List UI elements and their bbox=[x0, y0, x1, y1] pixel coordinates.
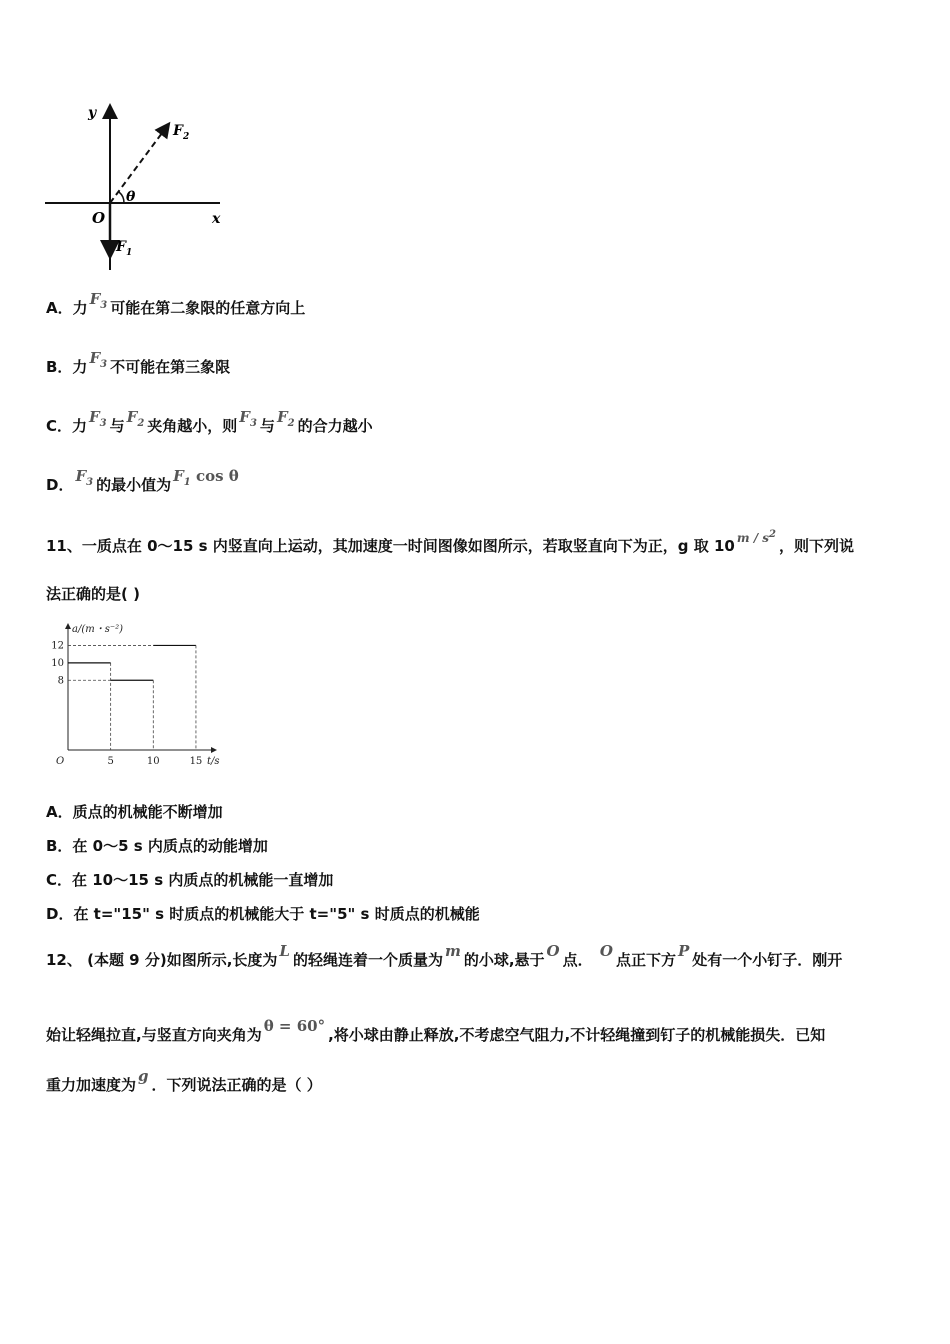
q11-stem-line1: 11、一质点在 0～15 s 内竖直向上运动，其加速度一时间图像如图所示，若取竖直向下为正，g 取 10 $^{m / s^2}$，则下列说 bbox=[46, 529, 855, 555]
y-label: y bbox=[88, 105, 97, 121]
q12-stem-line3: 重力加速度为 g ．下列说法正确的是（ ） bbox=[46, 1067, 322, 1094]
f3-symbol: $F_3$ bbox=[89, 349, 108, 370]
origin-label: O bbox=[92, 209, 106, 227]
q11-option-a: A．质点的机械能不断增加 bbox=[46, 803, 223, 821]
chart-origin-label: O bbox=[56, 756, 65, 767]
f3-symbol: $F_3$ bbox=[89, 290, 108, 311]
q10-option-a: A．力 $F_3$ 可能在第二象限的任意方向上 bbox=[46, 290, 306, 317]
theta-arc bbox=[119, 192, 124, 203]
force-diagram bbox=[40, 95, 240, 275]
chart-x-tick-label: 10 bbox=[146, 756, 160, 767]
f1-label: $F_1$ bbox=[116, 239, 133, 258]
q11-option-d: D．在 t="15" s 时质点的机械能大于 t="5" s 时质点的机械能 bbox=[46, 905, 480, 923]
q12-stem-line1: 12、 (本题 9 分)如图所示,长度为 L 的轻绳连着一个质量为 m 的小球,悬于 O 点． O 点正下方 P 处有一个小钉子．刚开 bbox=[46, 942, 843, 969]
chart-y-tick-label: 8 bbox=[57, 675, 64, 687]
q12-stem-line2: 始让轻绳拉直,与竖直方向夹角为 θ = 60° ,将小球由静止释放,不考虑空气阻力,不计轻绳撞到钉子的机械能损失．已知 bbox=[46, 1017, 826, 1044]
f2-vector bbox=[110, 125, 168, 203]
theta-label: θ bbox=[126, 189, 136, 205]
chart-x-tick-label: 5 bbox=[107, 756, 114, 767]
q11-option-c: C．在 10～15 s 内质点的机械能一直增加 bbox=[46, 871, 334, 889]
q10-option-b: B．力 $F_3$ 不可能在第三象限 bbox=[46, 349, 231, 376]
chart-x-label: t/s bbox=[207, 756, 220, 767]
f2-label: $F_2$ bbox=[173, 123, 190, 142]
q11-option-b: B．在 0～5 s 内质点的动能增加 bbox=[46, 837, 268, 855]
chart-x-tick-label: 15 bbox=[189, 756, 203, 767]
q10-option-d: D． $F_3$ 的最小值为 $F_1$ cos θ bbox=[46, 467, 239, 494]
q11-stem-line2: 法正确的是( ) bbox=[46, 585, 140, 603]
x-label: x bbox=[212, 211, 221, 227]
acceleration-time-chart bbox=[48, 618, 218, 770]
chart-y-tick-label: 12 bbox=[51, 640, 64, 652]
q10-option-c: C．力 $F_3$ 与 $F_2$ 夹角越小，则 $F_3$ 与 $F_2$ 的合力越小 bbox=[46, 408, 373, 435]
chart-y-tick-label: 10 bbox=[51, 657, 64, 669]
chart-y-label: a/(m・s⁻²) bbox=[72, 624, 124, 635]
